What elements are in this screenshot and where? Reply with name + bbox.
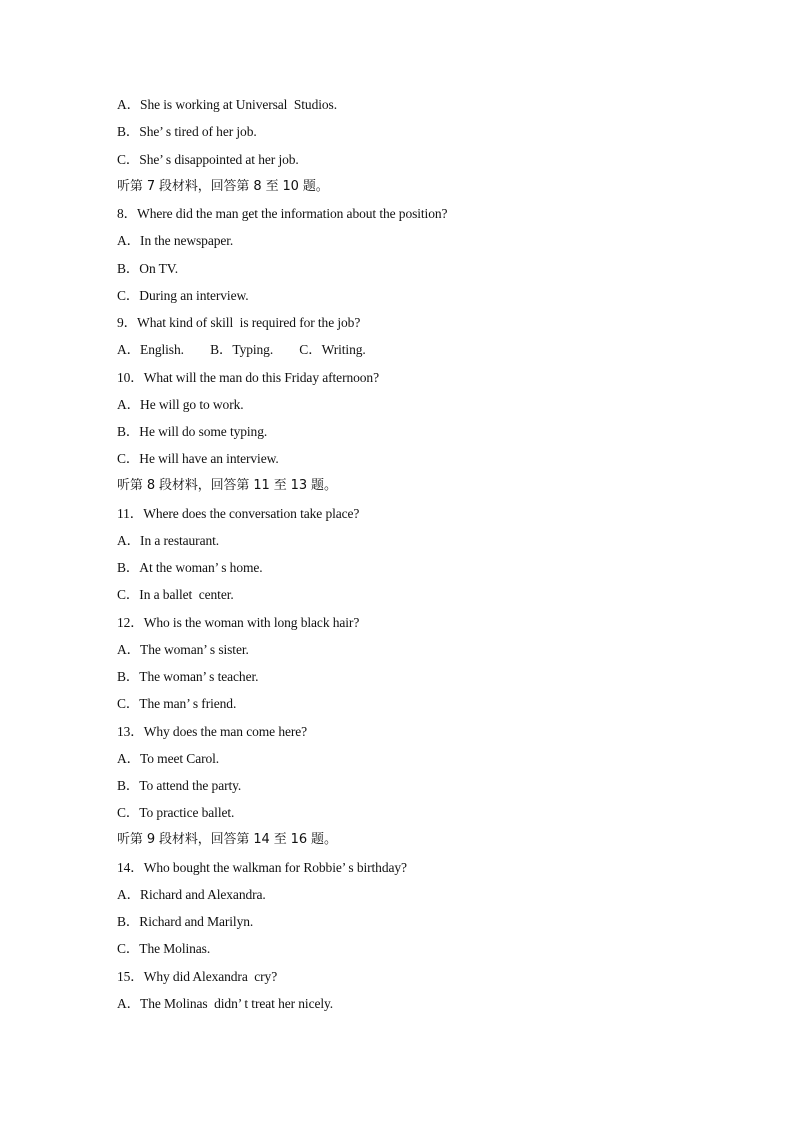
question-10: 10．What will the man do this Friday afternoon?	[117, 370, 379, 385]
option-12b: B．The woman’ s teacher.	[117, 669, 259, 684]
option-10c: C．He will have an interview.	[117, 451, 279, 466]
option-15a: A．The Molinas didn’ t treat her nicely.	[117, 996, 334, 1011]
option-14a: A．Richard and Alexandra.	[117, 887, 266, 902]
question-14: 14．Who bought the walkman for Robbie’ s birthday?	[117, 860, 407, 875]
option-5c: C．She’ s disappointed at her job.	[117, 152, 299, 167]
question-8: 8．Where did the man get the information about the position?	[117, 206, 448, 221]
option-10b: B．He will do some typing.	[117, 424, 268, 439]
option-8c: C．During an interview.	[117, 288, 249, 303]
option-14c: C．The Molinas.	[117, 941, 211, 956]
section-heading-9: 听第 9 段材料，回答第 14 至 16 题。	[117, 832, 337, 847]
question-11: 11．Where does the conversation take place?	[117, 506, 360, 521]
option-8a: A．In the newspaper.	[117, 233, 234, 248]
question-12: 12．Who is the woman with long black hair?	[117, 615, 360, 630]
option-14b: B．Richard and Marilyn.	[117, 914, 254, 929]
section-heading-7: 听第 7 段材料，回答第 8 至 10 题。	[117, 179, 329, 194]
question-9: 9．What kind of skill is required for the job?	[117, 315, 361, 330]
option-11a: A．In a restaurant.	[117, 533, 220, 548]
option-11b: B．At the woman’ s home.	[117, 560, 263, 575]
option-13b: B．To attend the party.	[117, 778, 242, 793]
option-12a: A．The woman’ s sister.	[117, 642, 249, 657]
option-10a: A．He will go to work.	[117, 397, 244, 412]
option-5a: A．She is working at Universal Studios.	[117, 97, 337, 112]
section-heading-8: 听第 8 段材料，回答第 11 至 13 题。	[117, 478, 337, 493]
option-13a: A．To meet Carol.	[117, 751, 220, 766]
question-15: 15．Why did Alexandra cry?	[117, 969, 278, 984]
option-8b: B．On TV.	[117, 261, 178, 276]
option-5b: B．She’ s tired of her job.	[117, 124, 257, 139]
option-12c: C．The man’ s friend.	[117, 696, 237, 711]
question-13: 13．Why does the man come here?	[117, 724, 308, 739]
option-13c: C．To practice ballet.	[117, 805, 235, 820]
option-11c: C．In a ballet center.	[117, 587, 234, 602]
options-9: A．English. B．Typing. C．Writing.	[117, 342, 366, 357]
